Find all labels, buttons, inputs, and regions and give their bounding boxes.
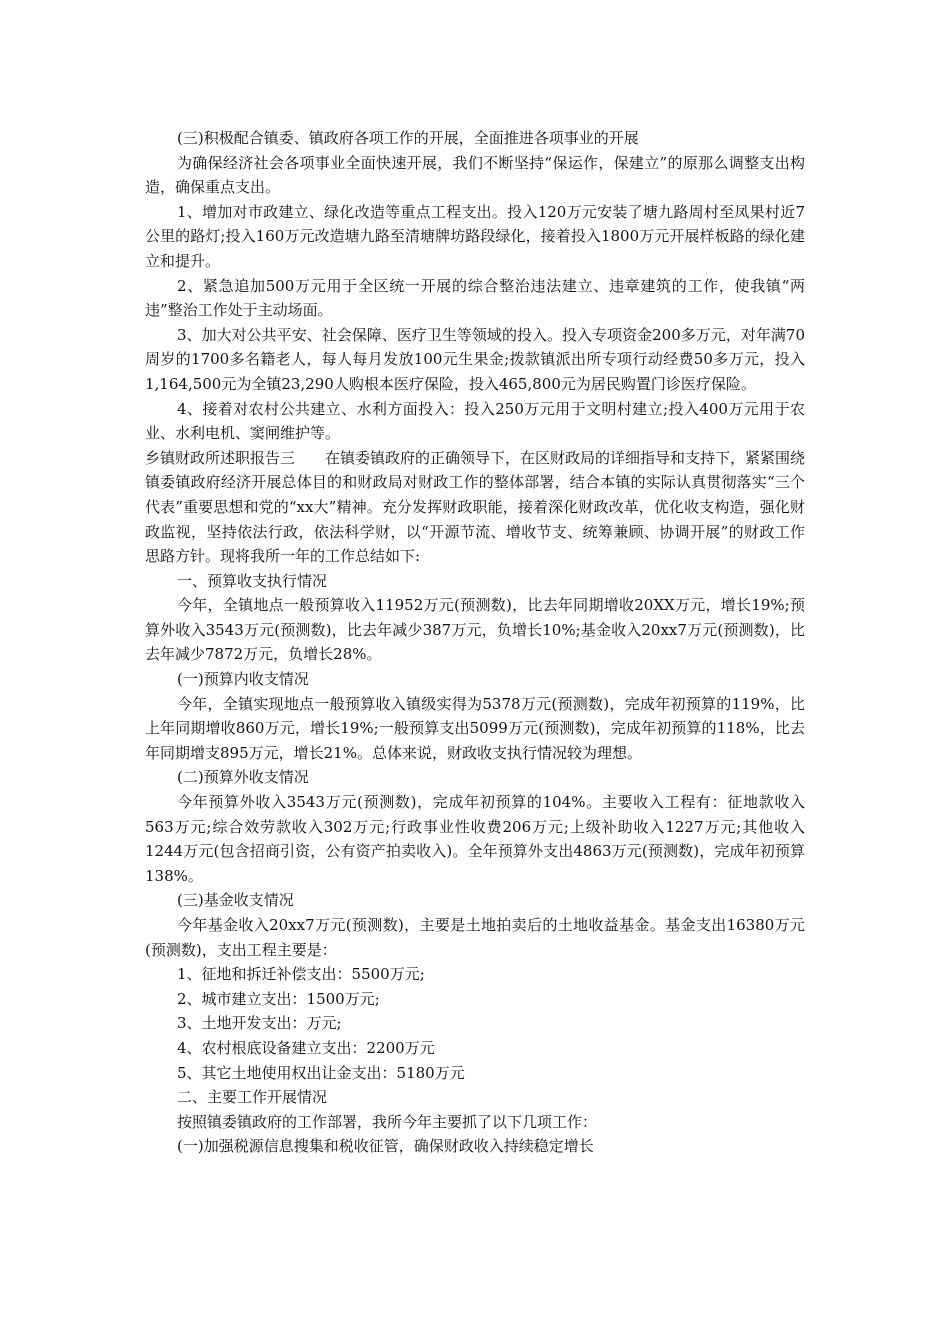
paragraph: 为确保经济社会各项事业全面快速开展，我们不断坚持“保运作，保建立”的原那么调整支出构造，确保重点支出。 (145, 153, 805, 197)
section-heading-2: 二、主要工作开展情况 (177, 1088, 328, 1107)
list-item-3: 3、加大对公共平安、社会保障、医疗卫生等领域的投入。投入专项资金200多万元，对年满70周岁的1700多名籍老人，每人每月发放100元生果金;拨款镇派出所专项行动经费50多万元，投入1,164,500元为全镇23,290人购根本医疗保险，投入465,800元为居民购置门诊医疗保险。 (145, 325, 805, 393)
list-item-1: 1、增加对市政建立、绿化改造等重点工程支出。投入120万元安装了塘九路周村至凤果村近7公里的路灯;投入160万元改造塘九路至清塘牌坊路段绿化，接着投入1800万元开展样板路的绿化建立和提升。 (145, 202, 805, 270)
subsection-heading-2: (二)预算外收支情况 (177, 768, 309, 787)
subsection-heading-1: (一)加强税源信息搜集和税收征管，确保财政收入持续稳定增长 (177, 1137, 594, 1156)
section-heading-1: 一、预算收支执行情况 (177, 571, 328, 590)
paragraph: 今年，全镇实现地点一般预算收入镇级实得为5378万元(预测数)，完成年初预算的119%，比上年同期增收860万元，增长19%;一般预算支出5099万元(预测数)，完成年初预算的118%，比去年同期增支895万元，增长21%。总体来说，财政收支执行情况较为理想。 (145, 694, 805, 762)
paragraph: 今年，全镇地点一般预算收入11952万元(预测数)，比去年同期增收20XX万元，增长19%;预算外收入3543万元(预测数)，比去年减少387万元，负增长10%;基金收入20xx7万元(预测数)，比去年减少7872万元，负增长28%。 (145, 596, 805, 664)
paragraph: 按照镇委镇政府的工作部署，我所今年主要抓了以下几项工作： (177, 1112, 598, 1131)
list-item-2: 2、城市建立支出：1500万元; (177, 989, 380, 1008)
paragraph: 今年基金收入20xx7万元(预测数)，主要是土地拍卖后的土地收益基金。基金支出16380万元(预测数)，支出工程主要是： (145, 916, 805, 959)
paragraph: 今年预算外收入3543万元(预测数)，完成年初预算的104%。主要收入工程有：征地款收入563万元;综合效劳款收入302万元;行政事业性收费206万元;上级补助收入1227万元;其他收入1244万元(包含招商引资，公有资产拍卖收入)。全年预算外支出4863万元(预测数)，完成年初预算138%。 (145, 793, 805, 885)
subsection-heading-3: (三)基金收支情况 (177, 891, 294, 910)
paragraph-heading-3: (三)积极配合镇委、镇政府各项工作的开展，全面推进各项事业的开展 (177, 129, 639, 147)
list-item-3: 3、土地开发支出：万元; (177, 1014, 342, 1033)
list-item-5: 5、其它土地使用权出让金支出：5180万元 (177, 1063, 465, 1082)
list-item-2: 2、紧急追加500万元用于全区统一开展的综合整治违法建立、违章建筑的工作，使我镇“两违”整治工作处于主动场面。 (145, 276, 805, 320)
list-item-4: 4、农村根底设备建立支出：2200万元 (177, 1038, 435, 1057)
subsection-heading-1: (一)预算内收支情况 (177, 670, 309, 689)
list-item-1: 1、征地和拆迁补偿支出：5500万元; (177, 965, 425, 984)
report-title-paragraph: 乡镇财政所述职报告三 在镇委镇政府的正确领导下，在区财政局的详细指导和支持下，紧紧围绕镇委镇政府经济开展总体目的和财政局对财政工作的整体部署，结合本镇的实际认真贯彻落实“三个代表”重要思想和党的“xx大”精神。充分发挥财政职能，接着深化财政改革，优化收支构造，强化财政监视，坚持依法行政，依法科学财，以“开源节流、增收节支、统筹兼顾、协调开展”的财政工作思路方针。现将我所一年的工作总结如下: (145, 448, 806, 566)
document-page (145, 126, 805, 1159)
list-item-4: 4、接着对农村公共建立、水利方面投入：投入250万元用于文明村建立;投入400万元用于农业、水利电机、窦闸维护等。 (145, 399, 805, 443)
